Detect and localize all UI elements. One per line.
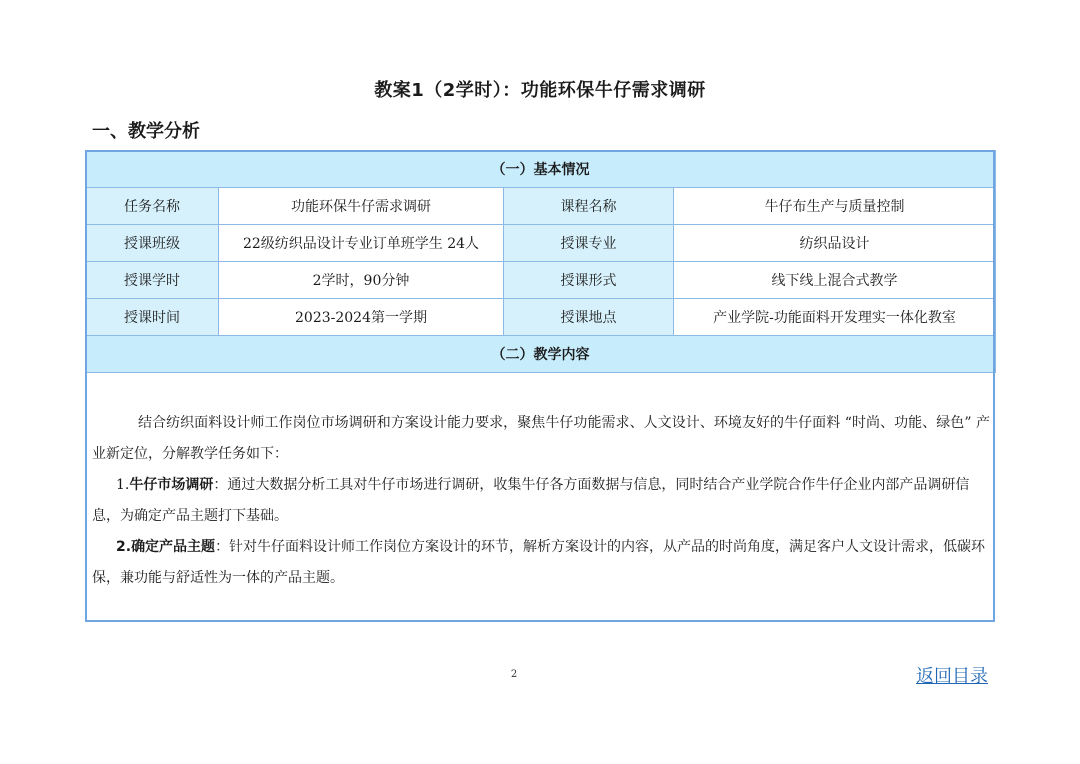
label-time: 授课时间: [86, 299, 219, 336]
label-location: 授课地点: [504, 299, 674, 336]
value-hours: 2学时，90分钟: [219, 262, 504, 299]
item-heading: 牛仔市场调研: [129, 477, 214, 493]
label-course-name: 课程名称: [504, 188, 674, 225]
value-class: 22级纺织品设计专业订单班学生 24人: [219, 225, 504, 262]
label-format: 授课形式: [504, 262, 674, 299]
value-location: 产业学院-功能面料开发理实一体化教室: [674, 299, 996, 336]
content-intro: 结合纺织面料设计师工作岗位市场调研和方案设计能力要求，聚焦牛仔功能需求、人文设计、环境友好的牛仔面料 “时尚、功能、绿色” 产业新定位，分解教学任务如下：: [92, 415, 990, 462]
label-major: 授课专业: [504, 225, 674, 262]
page-number: 2: [510, 669, 518, 680]
item-number: 2.: [116, 539, 132, 555]
value-format: 线下线上混合式教学: [674, 262, 996, 299]
value-task-name: 功能环保牛仔需求调研: [219, 188, 504, 225]
content-item-product-theme: [92, 532, 990, 594]
back-to-toc-link[interactable]: 返回目录: [916, 666, 988, 687]
content-item-market-research: [92, 470, 990, 532]
label-hours: 授课学时: [86, 262, 219, 299]
value-course-name: 牛仔布生产与质量控制: [674, 188, 996, 225]
teaching-content-body: [92, 408, 990, 594]
label-class: 授课班级: [86, 225, 219, 262]
section-heading: 一、教学分析: [92, 121, 200, 142]
basic-info-band: （一）基本情况: [86, 151, 996, 188]
teaching-content-band: （二）教学内容: [86, 336, 996, 373]
item-text: ：针对牛仔面料设计师工作岗位方案设计的环节，解析方案设计的内容，从产品的时尚角度，满足客户人文设计需求，低碳环保，兼功能与舒适性为一体的产品主题。: [92, 539, 986, 586]
document-title: 教案1（2学时）：功能环保牛仔需求调研: [374, 80, 706, 101]
item-text: ：通过大数据分析工具对牛仔市场进行调研，收集牛仔各方面数据与信息，同时结合产业学院合作牛仔企业内部产品调研信息，为确定产品主题打下基础。: [92, 477, 970, 524]
item-number: 1.: [116, 477, 130, 493]
value-major: 纺织品设计: [674, 225, 996, 262]
value-time: 2023-2024第一学期: [219, 299, 504, 336]
label-task-name: 任务名称: [86, 188, 219, 225]
item-heading: 确定产品主题: [131, 539, 216, 555]
